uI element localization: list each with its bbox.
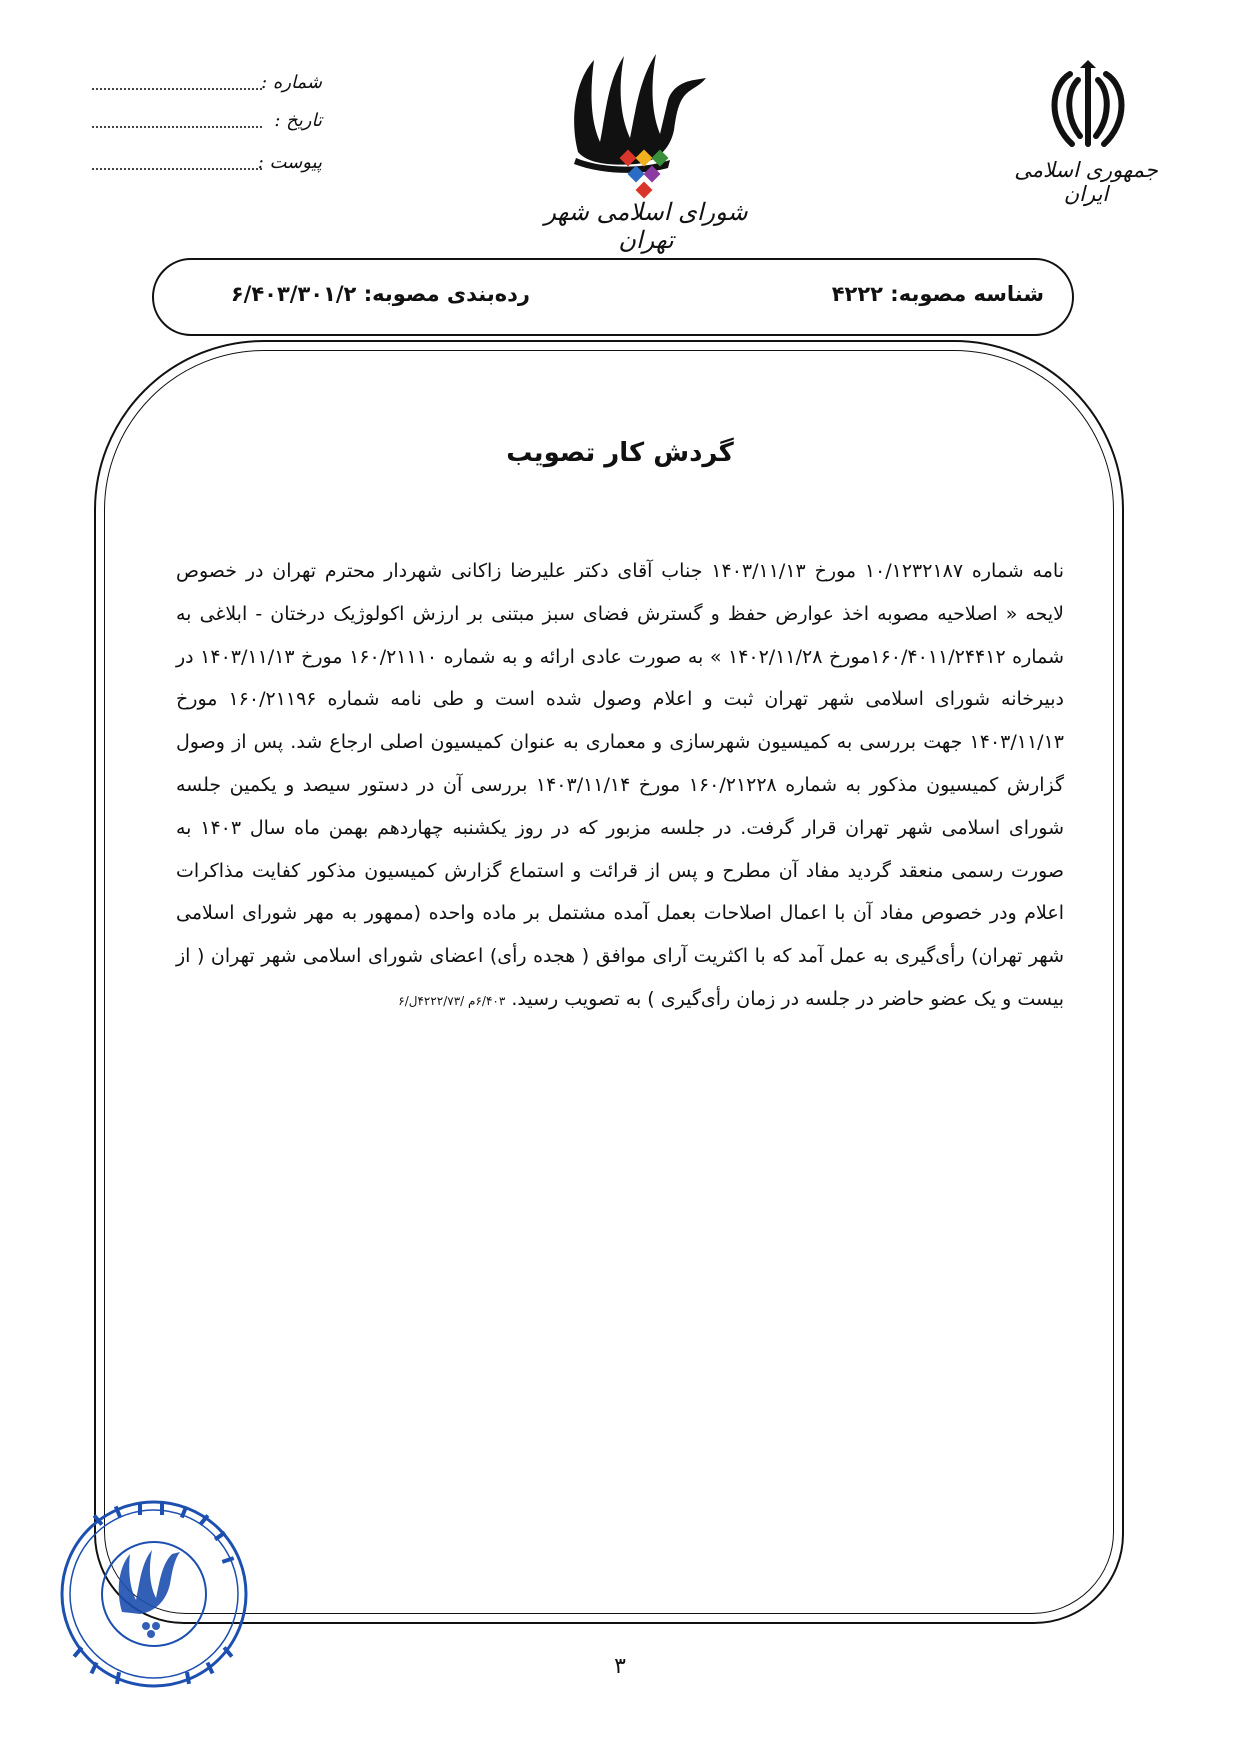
number-dotted-line xyxy=(92,88,262,90)
tehran-council-logo xyxy=(560,42,720,202)
council-seal-stamp xyxy=(56,1496,252,1692)
date-dotted-line xyxy=(92,126,262,128)
number-field xyxy=(92,72,322,98)
document-title: گردش کار تصویب xyxy=(506,438,734,468)
attachment-dotted-line xyxy=(92,168,262,170)
approval-id: شناسه مصوبه: ۴۲۲۲ xyxy=(831,282,1044,306)
iran-emblem-icon xyxy=(1040,60,1136,156)
date-label: تاریخ : xyxy=(274,110,322,131)
council-caption: شورای اسلامی شهر تهران xyxy=(544,198,748,254)
mosaic-icon xyxy=(620,150,669,199)
date-field xyxy=(92,110,322,136)
attachment-field xyxy=(92,152,322,178)
approval-info-bar xyxy=(152,258,1074,336)
emblem-caption: جمهوری اسلامی ایران xyxy=(1014,158,1158,206)
attachment-label: پیوست : xyxy=(257,152,322,173)
number-label: شماره : xyxy=(261,72,322,93)
workflow-paragraph xyxy=(176,550,1064,1023)
page-number: ۳ xyxy=(614,1654,626,1679)
reference-code: ۶/۴۰۳م /۴۲۲۲/۷۳ل/۶ xyxy=(398,993,506,1008)
workflow-text: نامه شماره ۱۰/۱۲۳۲۱۸۷ مورخ ۱۴۰۳/۱۱/۱۳ جناب آقای دکتر علیرضا زاکانی شهردار محترم تهران در خصوص لایحه « اصلاحیه مصوبه اخذ عوارض حفظ و گسترش فضای سبز مبتنی بر ارزش اکولوژیک درختان - ابلاغی به شماره ۱۶۰/۴۰۱۱/۲۴۴۱۲مورخ ۱۴۰۲/۱۱/۲۸ » به صورت عادی ارائه و به شماره ۱۶۰/۲۱۱۱۰ مورخ ۱۴۰۳/۱۱/۱۳ در دبیرخانه شورای اسلامی شهر تهران ثبت و اعلام وصول شده است و طی نامه شماره ۱۶۰/۲۱۱۹۶ مورخ ۱۴۰۳/۱۱/۱۳ جهت بررسی به کمیسیون شهرسازی و معماری به عنوان کمیسیون اصلی ارجاع شد. پس از وصول گزارش کمیسیون مذکور به شماره ۱۶۰/۲۱۲۲۸ مورخ ۱۴۰۳/۱۱/۱۴ بررسی آن در دستور سیصد و یکمین جلسه شورای اسلامی شهر تهران قرار گرفت. در جلسه مزبور که در روز یکشنبه چهاردهم بهمن ماه سال ۱۴۰۳ به صورت رسمی منعقد گردید مفاد آن مطرح و پس از قرائت و استماع گزارش کمیسیون مذکور کفایت مذاکرات اعلام ودر خصوص مفاد آن با اعمال اصلاحات بعمل آمده مشتمل بر ماده واحده (ممهور به مهر شورای اسلامی شهر تهران) رأی‌گیری به عمل آمد که با اکثریت آرای موافق ( هجده رأی) اعضای شورای اسلامی شهر تهران ( از بیست و یک عضو حاضر در جلسه در زمان رأی‌گیری ) به تصویب رسید. xyxy=(176,560,1065,1010)
approval-classification: رده‌بندی مصوبه: ۶/۴۰۳/۳۰۱/۲ xyxy=(230,282,530,306)
